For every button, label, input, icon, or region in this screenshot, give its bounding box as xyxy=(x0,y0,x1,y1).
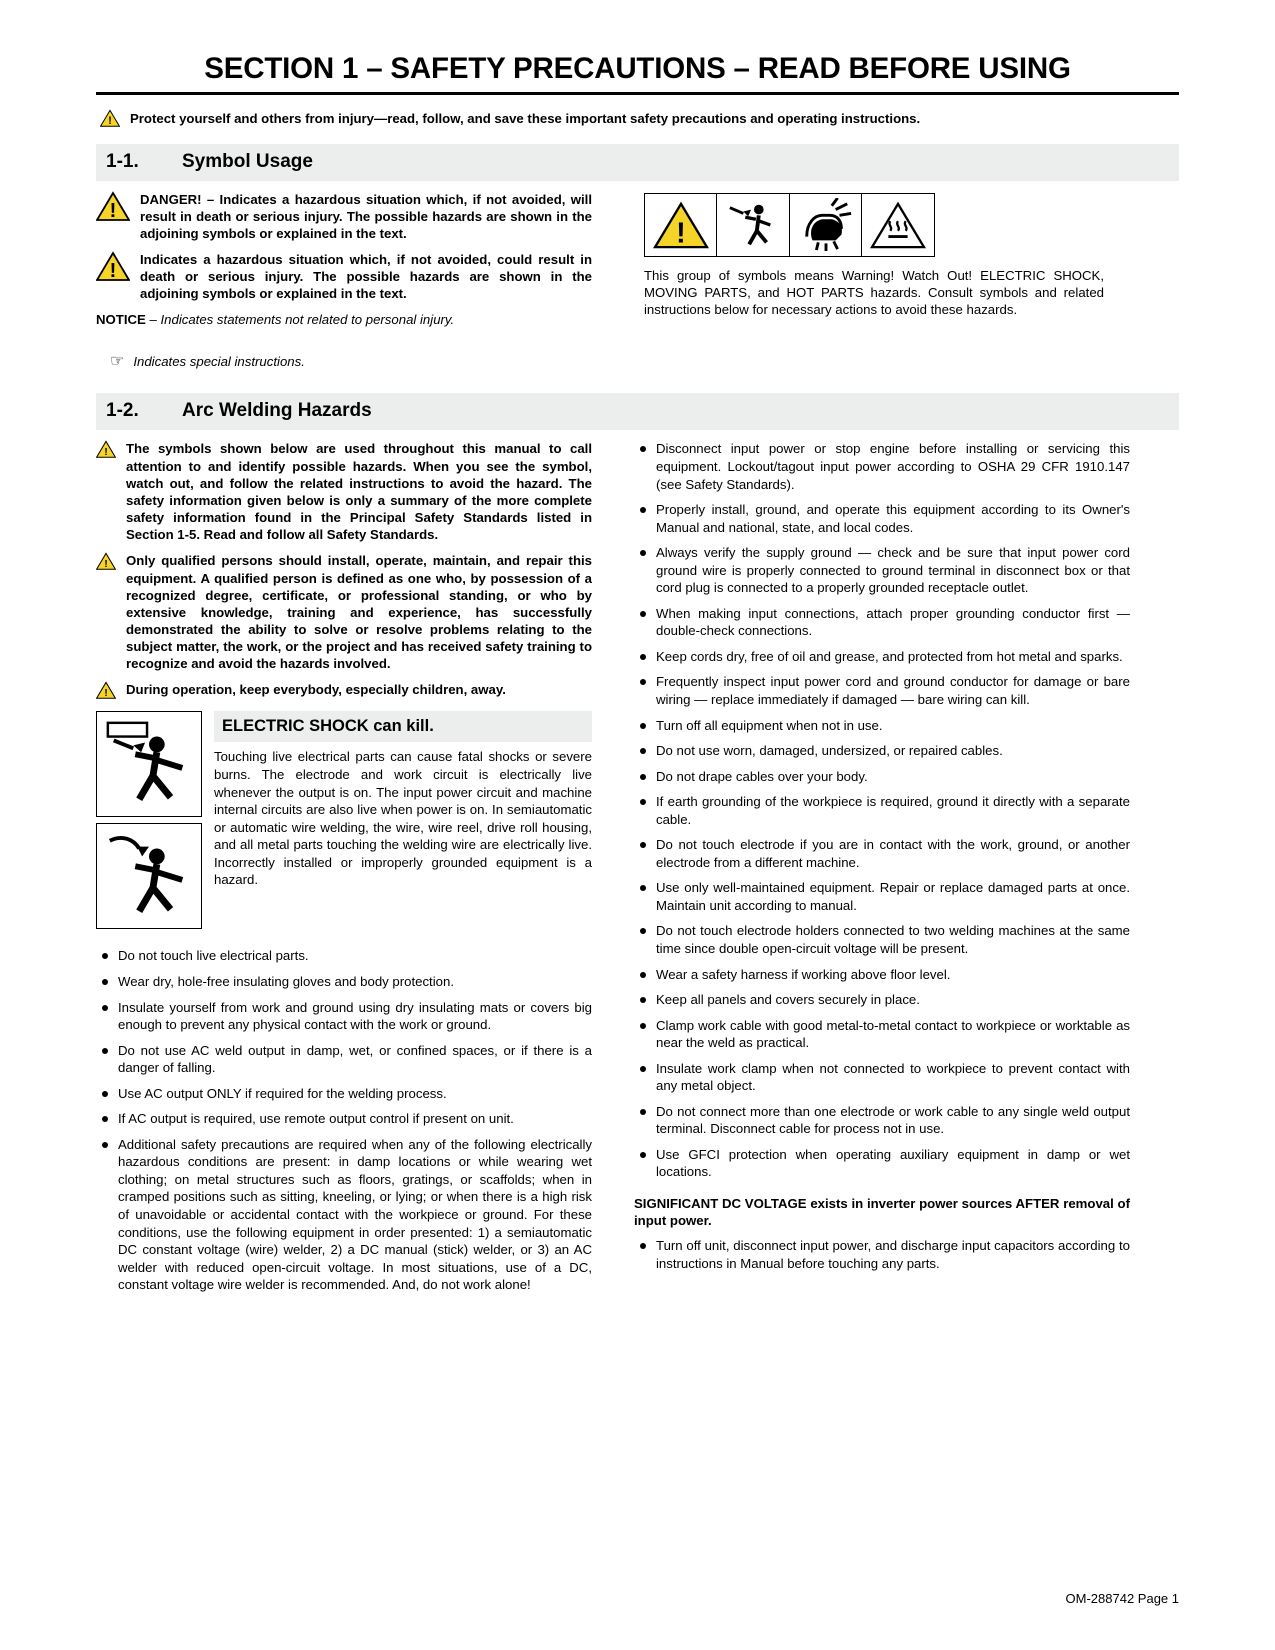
arc-welding-left-column xyxy=(96,440,592,1301)
electric-shock-heading: ELECTRIC SHOCK can kill. xyxy=(214,711,592,742)
list-item: Turn off unit, disconnect input power, and discharge input capacitors according to instructions in Manual before touching any parts. xyxy=(634,1237,1130,1272)
intro-text: Protect yourself and others from injury—read, follow, and save these important safety precautions and operating instructions. xyxy=(130,111,921,126)
electric-shock-stick-icon xyxy=(96,711,202,817)
warning-text: Indicates a hazardous situation which, if not avoided, could result in death or serious injury. The possible hazards are shown in the adjoining symbols or explained in the text. xyxy=(140,251,592,302)
list-item: If AC output is required, use remote output control if present on unit. xyxy=(96,1110,592,1128)
symbol-usage-right-column xyxy=(634,191,1130,372)
symbol-strip xyxy=(644,193,934,257)
section-title: Arc Welding Hazards xyxy=(182,400,372,422)
symbol-usage-columns xyxy=(96,191,1179,372)
notice-statement xyxy=(96,312,592,327)
warning-triangle-icon xyxy=(644,193,718,257)
hot-parts-icon xyxy=(861,193,935,257)
danger-statement xyxy=(96,191,592,242)
special-instructions xyxy=(110,351,592,371)
electric-shock-icon xyxy=(716,193,790,257)
list-item: Do not use AC weld output in damp, wet, or confined spaces, or if there is a danger of falling. xyxy=(96,1042,592,1077)
list-item: Do not connect more than one electrode or work cable to any single weld output terminal. Disconnect cable for process not in use. xyxy=(634,1103,1130,1138)
warning-statement xyxy=(96,251,592,302)
electric-shock-text-block xyxy=(214,711,592,935)
left-bullet-list xyxy=(96,947,592,1293)
list-item: Clamp work cable with good metal-to-metal contact to workpiece or worktable as near the weld as practical. xyxy=(634,1017,1130,1052)
list-item: Insulate work clamp when not connected to workpiece to prevent contact with any metal object. xyxy=(634,1060,1130,1095)
list-item: Turn off all equipment when not in use. xyxy=(634,717,1130,735)
list-item: When making input connections, attach proper grounding conductor first — double-check connections. xyxy=(634,605,1130,640)
list-item: Always verify the supply ground — check and be sure that input power cord ground wire is properly connected to ground terminal in disconnect box or that cord plug is connected to a properly grounded receptacle outlet. xyxy=(634,544,1130,597)
section-heading-arc-welding-hazards xyxy=(96,393,1179,430)
svg-text:!: ! xyxy=(109,259,117,281)
list-item: Do not drape cables over your body. xyxy=(634,768,1130,786)
warning-triangle-icon xyxy=(100,109,120,127)
pointing-hand-icon: ☞ xyxy=(110,353,125,371)
notice-text: – Indicates statements not related to personal injury. xyxy=(145,312,455,328)
danger-text: DANGER! – Indicates a hazardous situation which, if not avoided, will result in death or serious injury. The possible hazards are shown in the adjoining symbols or explained in the text. xyxy=(140,191,592,241)
notice-label: NOTICE xyxy=(96,312,146,328)
list-item: Keep cords dry, free of oil and grease, and protected from hot metal and sparks. xyxy=(634,648,1130,666)
list-item: If earth grounding of the workpiece is required, ground it directly with a separate cable. xyxy=(634,793,1130,828)
section-number: 1-1. xyxy=(106,150,139,172)
page-footer: OM-288742 Page 1 xyxy=(1065,1591,1179,1606)
intro-warning xyxy=(100,109,1179,128)
section-number: 1-2. xyxy=(106,400,139,422)
electric-shock-icons xyxy=(96,711,204,935)
hazard-warning-text: The symbols shown below are used throughout this manual to call attention to and identify possible hazards. When you see the symbol, watch out, and follow the related instructions to avoid the hazard. The safety information given below is only a summary of the more complete safety information found in the Principal Safety Standards listed in Section 1-5. Read and follow all Safety Standards. xyxy=(126,441,592,543)
hazard-warning-text: Only qualified persons should install, operate, maintain, and repair this equipment. A qualified person is defined as one who, by possession of a recognized degree, certificate, or professional standing, or who by extensive knowledge, training and experience, has successfully demonstrated the ability to solve or resolve problems relating to the subject matter, the work, or the project and has received safety training to recognize and avoid the hazards involved. xyxy=(126,553,592,672)
list-item: Disconnect input power or stop engine before installing or servicing this equipment. Lockout/tagout input power according to OSHA 29 CFR 1910.147 (see Safety Standards). xyxy=(634,440,1130,493)
warning-triangle-icon xyxy=(96,681,116,699)
list-item: Do not touch electrode holders connected to two welding machines at the same time since double open-circuit voltage will be present. xyxy=(634,922,1130,957)
warning-triangle-icon xyxy=(96,251,130,281)
dc-voltage-bullet-list xyxy=(634,1237,1130,1272)
symbol-usage-left-column xyxy=(96,191,592,372)
list-item: Use GFCI protection when operating auxiliary equipment in damp or wet locations. xyxy=(634,1146,1130,1181)
electric-shock-body: Touching live electrical parts can cause fatal shocks or severe burns. The electrode and work circuit is electrically live whenever the output is on. The input power circuit and machine internal circuits are also live when power is on. In semiautomatic or automatic wire welding, the wire, wire reel, drive roll housing, and all metal parts touching the welding wire are electrically live. Incorrectly installed or improperly grounded equipment is a hazard. xyxy=(214,749,592,888)
svg-text:!: ! xyxy=(104,688,108,700)
svg-text:!: ! xyxy=(108,114,112,127)
list-item: Frequently inspect input power cord and ground conductor for damage or bare wiring — replace immediately if damaged — bare wiring can kill. xyxy=(634,673,1130,708)
warning-triangle-icon xyxy=(96,552,116,570)
svg-text:!: ! xyxy=(109,199,117,221)
list-item: Properly install, ground, and operate this equipment according to its Owner's Manual and national, state, and local codes. xyxy=(634,501,1130,536)
svg-text:!: ! xyxy=(104,559,108,571)
list-item: Use AC output ONLY if required for the welding process. xyxy=(96,1085,592,1103)
list-item: Wear dry, hole-free insulating gloves and body protection. xyxy=(96,973,592,991)
list-item: Keep all panels and covers securely in place. xyxy=(634,991,1130,1009)
list-item: Do not touch live electrical parts. xyxy=(96,947,592,965)
electric-shock-wire-icon xyxy=(96,823,202,929)
list-item: Do not touch electrode if you are in contact with the work, ground, or another electrode from a different machine. xyxy=(634,836,1130,871)
warning-triangle-icon xyxy=(96,440,116,458)
svg-text:!: ! xyxy=(104,447,108,459)
page-title: SECTION 1 – SAFETY PRECAUTIONS – READ BEFORE USING xyxy=(204,52,1071,85)
list-item: Wear a safety harness if working above floor level. xyxy=(634,966,1130,984)
warning-triangle-icon xyxy=(96,191,130,221)
hazard-warning xyxy=(96,552,592,672)
list-item: Insulate yourself from work and ground using dry insulating mats or covers big enough to prevent any physical contact with the work or ground. xyxy=(96,999,592,1034)
dc-voltage-heading: SIGNIFICANT DC VOLTAGE exists in inverter power sources AFTER removal of input power. xyxy=(634,1196,1130,1229)
list-item: Do not use worn, damaged, undersized, or repaired cables. xyxy=(634,742,1130,760)
hazard-warning xyxy=(96,681,592,699)
hazard-warning-text: During operation, keep everybody, especially children, away. xyxy=(126,682,506,698)
electric-shock-block xyxy=(96,711,592,935)
right-bullet-list xyxy=(634,440,1130,1181)
moving-parts-hand-icon xyxy=(789,193,863,257)
section-heading-symbol-usage xyxy=(96,144,1179,181)
list-item: Additional safety precautions are required when any of the following electrically hazardous conditions are present: in damp locations or while wearing wet clothing; on metal structures such as floors, gratings, or scaffolds; when in cramped positions such as sitting, kneeling, or lying; or when there is a high risk of unavoidable or accidental contact with the workpiece or ground. For these conditions, use the following equipment in order presented: 1) a semiautomatic DC constant voltage (wire) welder, 2) a DC manual (stick) welder, or 3) an AC welder with reduced open-circuit voltage. In most situations, use of a DC, constant voltage wire welder is recommended. And, do not work alone! xyxy=(96,1136,592,1294)
symbol-strip-caption: This group of symbols means Warning! Watch Out! ELECTRIC SHOCK, MOVING PARTS, and HOT PARTS hazards. Consult symbols and related instructions below for necessary actions to avoid these hazards. xyxy=(644,267,1104,318)
title-divider xyxy=(96,92,1179,95)
hazard-warning xyxy=(96,440,592,543)
arc-welding-right-column xyxy=(634,440,1130,1301)
list-item: Use only well-maintained equipment. Repair or replace damaged parts at once. Maintain unit according to manual. xyxy=(634,879,1130,914)
section-title: Symbol Usage xyxy=(182,150,313,172)
arc-welding-columns xyxy=(96,440,1179,1301)
special-instructions-text: Indicates special instructions. xyxy=(133,353,305,369)
svg-text:!: ! xyxy=(676,216,686,249)
